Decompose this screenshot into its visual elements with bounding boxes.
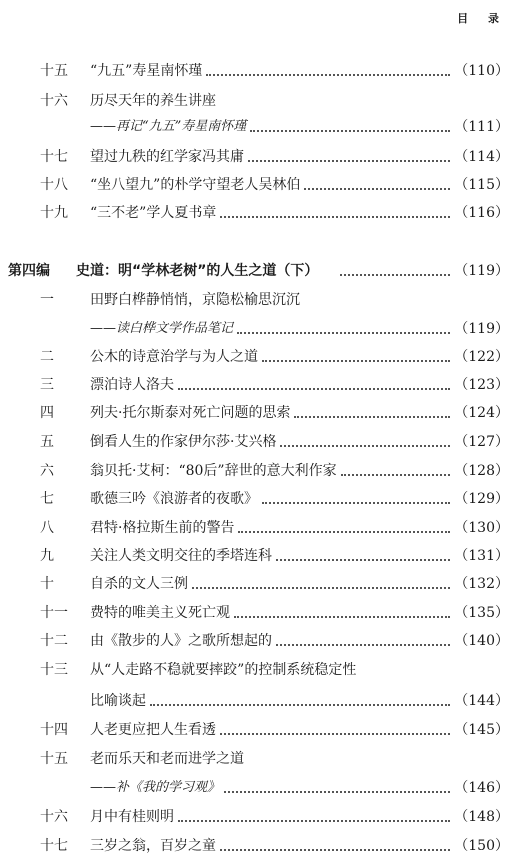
toc-entry[interactable] [0, 372, 523, 394]
dot-leader [304, 188, 450, 190]
toc-entry[interactable] [0, 486, 523, 508]
toc-entry-line [90, 519, 509, 537]
toc-entry-line [90, 604, 509, 622]
toc-entry-number: 七 [40, 491, 54, 507]
toc-entry-line [90, 632, 509, 650]
toc-entry-line [90, 750, 509, 768]
dot-leader [280, 445, 450, 447]
toc-entry-number: 四 [40, 405, 54, 421]
toc-entry-title: 翁贝托·艾柯：“80后”辞世的意大利作家 [90, 463, 337, 479]
toc-entry-title: 望过九秩的红学家冯其庸 [90, 149, 244, 165]
toc-entry-number: 十六 [40, 93, 68, 109]
toc-entry-number: 五 [40, 434, 54, 450]
toc-entry-line [90, 320, 509, 338]
toc-entry[interactable] [0, 600, 523, 622]
toc-entry-line [76, 262, 509, 280]
toc-entry-title: 历尽天年的养生讲座 [90, 93, 216, 109]
toc-entry[interactable] [0, 804, 523, 826]
toc-entry-number: 第四编 [8, 263, 50, 279]
toc-entry-line [90, 118, 509, 136]
toc-entry-title: ——再记“九五”寿星南怀瑾 [90, 119, 247, 134]
dot-leader [250, 130, 450, 132]
toc-entry-line [90, 291, 509, 309]
dot-leader [238, 531, 450, 533]
toc-entry-number: 六 [40, 463, 54, 479]
toc-entry-number: 二 [40, 349, 54, 365]
toc-entry[interactable] [0, 88, 523, 110]
toc-entry-page-number: （145） [454, 722, 509, 738]
toc-entry-line [90, 692, 509, 710]
toc-entry-number: 十四 [40, 722, 68, 738]
toc-entry-line [90, 808, 509, 826]
toc-entry-title: 漂泊诗人洛夫 [90, 377, 174, 393]
toc-entry[interactable] [0, 316, 523, 338]
toc-entry-number: 十六 [40, 809, 68, 825]
dot-leader [192, 587, 450, 589]
toc-entry[interactable] [0, 172, 523, 194]
toc-entry[interactable] [0, 200, 523, 222]
toc-entry-title: “三不老”学人夏书章 [90, 205, 217, 221]
toc-entry[interactable] [0, 400, 523, 422]
toc-entry-number: 十八 [40, 177, 68, 193]
toc-entry[interactable] [0, 58, 523, 80]
dot-leader [262, 360, 450, 362]
toc-entry[interactable] [0, 833, 523, 855]
dot-leader [340, 274, 450, 276]
toc-entry-page-number: （146） [454, 780, 509, 796]
dot-leader [220, 733, 450, 735]
toc-entry-title: 老而乐天和老而进学之道 [90, 751, 244, 767]
toc-entry-page-number: （130） [454, 520, 509, 536]
toc-entry-title: 费特的唯美主义死亡观 [90, 605, 230, 621]
toc-entry-title: 关注人类文明交往的季塔连科 [90, 548, 272, 564]
toc-entry-page-number: （111） [454, 119, 509, 135]
toc-entry[interactable] [0, 775, 523, 797]
toc-entry-title: 从“人走路不稳就要摔跤”的控制系统稳定性 [90, 662, 357, 678]
toc-part-heading[interactable] [0, 258, 523, 280]
toc-entry-line [90, 575, 509, 593]
dot-leader [276, 559, 450, 561]
dot-leader [150, 704, 450, 706]
toc-entry-number: 十三 [40, 662, 68, 678]
dot-leader [220, 849, 450, 851]
toc-entry-line [90, 92, 509, 110]
toc-entry-page-number: （119） [454, 263, 509, 279]
toc-entry[interactable] [0, 144, 523, 166]
toc-entry-title: 君特·格拉斯生前的警告 [90, 520, 235, 536]
toc-entry-page-number: （144） [454, 693, 509, 709]
toc-entry-line [90, 348, 509, 366]
toc-entry-title: “九五”寿星南怀瑾 [90, 63, 203, 79]
toc-entry-title: 比喻谈起 [90, 693, 146, 709]
toc-entry-line [90, 837, 509, 855]
toc-entry-number: 十五 [40, 63, 68, 79]
dot-leader [224, 791, 450, 793]
toc-entry-title: “坐八望九”的朴学守望老人吴林伯 [90, 177, 301, 193]
toc-entry-page-number: （128） [454, 463, 509, 479]
toc-entry[interactable] [0, 114, 523, 136]
toc-entry[interactable] [0, 344, 523, 366]
toc-entry-number: 三 [40, 377, 54, 393]
toc-entry-page-number: （124） [454, 405, 509, 421]
toc-entry-number: 十五 [40, 751, 68, 767]
toc-entry-number: 十七 [40, 149, 68, 165]
toc-entry-page-number: （150） [454, 838, 509, 854]
toc-entry-title: ——补《我的学习观》 [90, 780, 221, 795]
toc-entry-page-number: （110） [454, 63, 509, 79]
toc-entry-number: 九 [40, 548, 54, 564]
toc-entry-page-number: （135） [454, 605, 509, 621]
toc-entry[interactable] [0, 571, 523, 593]
dot-leader [178, 388, 450, 390]
dot-leader [276, 644, 450, 646]
toc-entry-page-number: （123） [454, 377, 509, 393]
toc-entry-page-number: （132） [454, 576, 509, 592]
toc-entry[interactable] [0, 287, 523, 309]
dot-leader [294, 416, 450, 418]
toc-entry-title: 人老更应把人生看透 [90, 722, 216, 738]
toc-entry-title: 歌德三吟《浪游者的夜歌》 [90, 491, 258, 507]
toc-entry-number: 十九 [40, 205, 68, 221]
toc-entry-number: 八 [40, 520, 54, 536]
dot-leader [178, 820, 450, 822]
toc-entry-line [90, 721, 509, 739]
toc-entry-page-number: （119） [454, 321, 509, 337]
toc-entry-number: 十二 [40, 633, 68, 649]
dot-leader [248, 160, 450, 162]
dot-leader [262, 502, 450, 504]
toc-entry[interactable] [0, 688, 523, 710]
toc-entry-page-number: （127） [454, 434, 509, 450]
toc-entry-page-number: （129） [454, 491, 509, 507]
toc-entry-line [90, 376, 509, 394]
dot-leader [206, 74, 450, 76]
toc-entry[interactable] [0, 458, 523, 480]
toc-entry-page-number: （148） [454, 809, 509, 825]
dot-leader [341, 474, 451, 476]
toc-entry-title: 月中有桂则明 [90, 809, 174, 825]
toc-entry[interactable] [0, 515, 523, 537]
toc-entry-line [90, 433, 509, 451]
toc-entry-title: 三岁之翁，百岁之童 [90, 838, 216, 854]
toc-entry-line [90, 547, 509, 565]
toc-entry-number: 十七 [40, 838, 68, 854]
toc-entry-line [90, 661, 509, 679]
toc-entry-title: 倒看人生的作家伊尔莎·艾兴格 [90, 434, 277, 450]
toc-entry-page-number: （122） [454, 349, 509, 365]
running-header: 目 录 [457, 12, 507, 25]
toc-entry-line [90, 176, 509, 194]
toc-entry-number: 十 [40, 576, 54, 592]
toc-entry-line [90, 779, 509, 797]
toc-entry[interactable] [0, 746, 523, 768]
toc-entry-title: ——读白桦文学作品笔记 [90, 321, 234, 336]
toc-entry-title: 史道：明“学林老树”的人生之道（下） [76, 263, 319, 279]
toc-entry-line [90, 462, 509, 480]
toc-entry-title: 田野白桦静悄悄，京隐松榆思沉沉 [90, 292, 300, 308]
toc-entry-number: 一 [40, 292, 54, 308]
toc-entry-title: 公木的诗意治学与为人之道 [90, 349, 258, 365]
toc-entry-title: 自杀的文人三例 [90, 576, 188, 592]
toc-entry-title: 由《散步的人》之歌所想起的 [90, 633, 272, 649]
toc-entry-number: 十一 [40, 605, 68, 621]
toc-entry-page-number: （114） [454, 149, 509, 165]
toc-entry[interactable] [0, 657, 523, 679]
toc-entry[interactable] [0, 717, 523, 739]
toc-entry[interactable] [0, 628, 523, 650]
dot-leader [237, 332, 450, 334]
dot-leader [220, 216, 450, 218]
toc-entry-line [90, 204, 509, 222]
toc-entry-page-number: （131） [454, 548, 509, 564]
toc-entry-line [90, 404, 509, 422]
toc-entry-title: 列夫·托尔斯泰对死亡问题的思索 [90, 405, 291, 421]
toc-entry-page-number: （116） [454, 205, 509, 221]
toc-entry-page-number: （115） [454, 177, 509, 193]
toc-entry-line [90, 62, 509, 80]
toc-entry-line [90, 490, 509, 508]
toc-entry[interactable] [0, 543, 523, 565]
toc-entry-page-number: （140） [454, 633, 509, 649]
toc-entry-line [90, 148, 509, 166]
dot-leader [234, 616, 450, 618]
toc-entry[interactable] [0, 429, 523, 451]
